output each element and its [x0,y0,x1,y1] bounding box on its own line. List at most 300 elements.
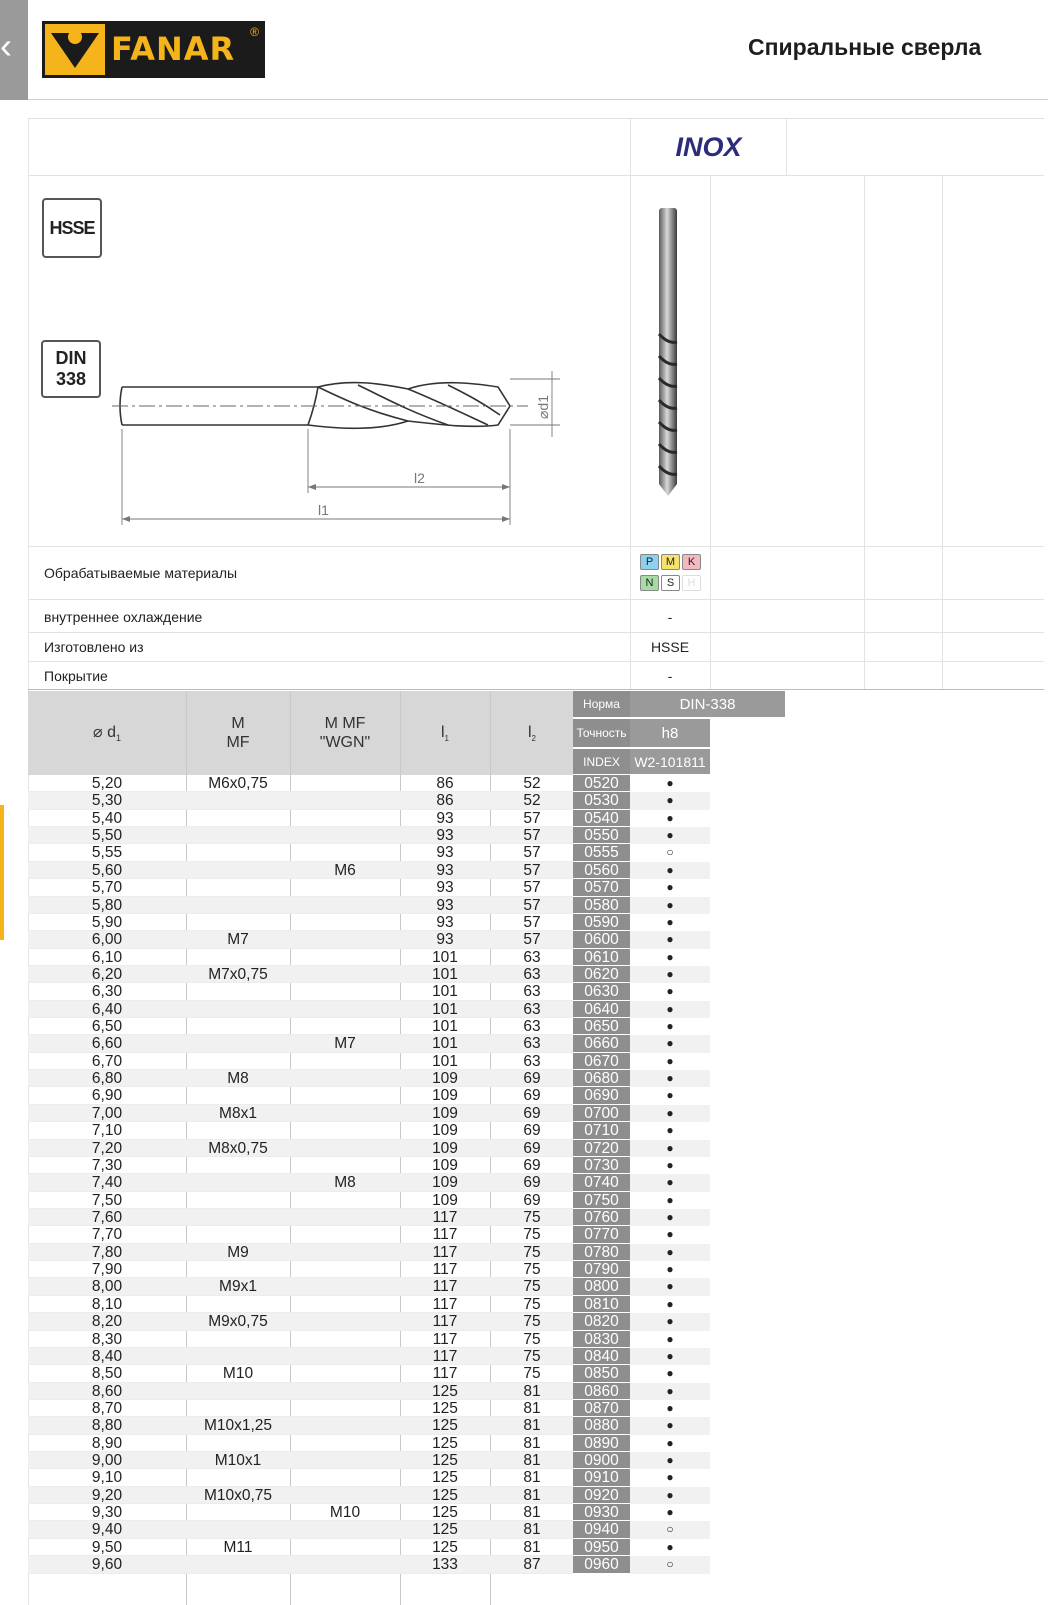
prop-value: HSSE [650,639,690,655]
cell-availability: ● [630,1452,710,1469]
cell-l1: 109 [432,1104,458,1122]
cell-index[interactable]: 0800 [573,1278,630,1295]
cell-l2: 75 [523,1347,541,1365]
cell-l2: 63 [523,948,541,966]
table-row [28,1521,710,1538]
cell-diameter: 7,40 [91,1174,123,1192]
col-header-m-line1: M [231,715,245,732]
cell-l1: 133 [432,1556,458,1574]
cell-diameter: 8,40 [91,1347,123,1365]
cell-l1: 93 [436,931,454,949]
cell-diameter: 7,20 [91,1139,123,1157]
cell-index[interactable]: 0950 [573,1539,630,1556]
cell-l1: 109 [432,1122,458,1140]
norm-value: DIN-338 [630,691,785,718]
table-row [28,1070,710,1087]
cell-diameter: 7,00 [91,1104,123,1122]
cell-l2: 75 [523,1330,541,1348]
cell-availability: ● [630,1278,710,1295]
col-header-d1 [28,723,186,748]
cell-index[interactable]: 0550 [573,827,630,844]
cell-index[interactable]: 0600 [573,931,630,948]
cell-l1: 109 [432,1070,458,1088]
cell-thread-wgn: M6 [334,861,356,879]
cell-l2: 57 [523,861,541,879]
cell-availability: ● [630,1348,710,1365]
index-value: W2-101811 [630,749,710,775]
cell-l2: 69 [523,1087,541,1105]
cell-availability: ● [630,983,710,1000]
prop-label: Обрабатываемые материалы [44,565,238,581]
cell-l1: 117 [432,1278,458,1296]
table-row [28,827,710,844]
table-row [28,1331,710,1348]
cell-thread-m: M7 [227,931,249,949]
cell-index[interactable]: 0740 [573,1174,630,1191]
cell-diameter: 6,80 [91,1070,123,1088]
cell-l2: 81 [523,1486,541,1504]
cell-index[interactable]: 0830 [573,1331,630,1348]
cell-l2: 81 [523,1521,541,1539]
cell-l2: 57 [523,913,541,931]
cell-diameter: 7,50 [91,1191,123,1209]
cell-l2: 69 [523,1122,541,1140]
cell-diameter: 6,50 [91,1018,123,1036]
cell-thread-m: M7x0,75 [208,965,268,983]
cell-l1: 125 [432,1486,458,1504]
prop-value: - [667,668,673,684]
cell-diameter: 7,70 [91,1226,123,1244]
cell-index[interactable]: 0555 [573,844,630,861]
cell-index[interactable]: 0760 [573,1209,630,1226]
cell-l2: 81 [523,1469,541,1487]
cell-diameter: 9,10 [91,1469,123,1487]
cell-l2: 81 [523,1434,541,1452]
table-row [28,931,710,948]
cell-index[interactable]: 0520 [573,775,630,792]
cell-l2: 63 [523,1000,541,1018]
cell-l2: 75 [523,1226,541,1244]
cell-availability: ● [630,914,710,931]
table-row [28,1400,710,1417]
cell-index[interactable]: 0570 [573,879,630,896]
cell-diameter: 6,90 [91,1087,123,1105]
cell-availability: ● [630,1209,710,1226]
cell-l1: 117 [432,1226,458,1244]
cell-availability: ● [630,1192,710,1209]
cell-index[interactable]: 0810 [573,1296,630,1313]
cell-index[interactable]: 0880 [573,1417,630,1434]
cell-thread-m: M9x1 [219,1278,257,1296]
brand-registered: ® [250,25,259,39]
cell-diameter: 9,40 [91,1521,123,1539]
cell-availability: ● [630,1469,710,1486]
cell-l1: 101 [432,965,458,983]
cell-thread-m: M11 [223,1538,253,1556]
cell-l2: 63 [523,983,541,1001]
cell-availability: ● [630,1244,710,1261]
product-card [28,118,1044,1605]
cell-l2: 69 [523,1191,541,1209]
cell-index[interactable]: 0700 [573,1105,630,1122]
material-badge: HSSE [42,198,102,258]
table-row [28,1452,710,1469]
table-row [28,1226,710,1243]
col-header-l1 [400,723,490,748]
cell-diameter: 5,40 [91,809,123,827]
cell-index[interactable]: 0590 [573,914,630,931]
cell-thread-m: M8x0,75 [208,1139,268,1157]
material-h-chip: H [682,575,701,591]
table-row [28,966,710,983]
cell-availability: ● [630,1365,710,1382]
cell-availability: ● [630,1087,710,1104]
cell-index[interactable]: 0840 [573,1348,630,1365]
material-p-chip: P [640,554,659,570]
cell-thread-m: M6x0,75 [208,775,268,792]
grid-line [28,689,1044,690]
cell-diameter: 7,30 [91,1156,123,1174]
table-row [28,897,710,914]
cell-index[interactable]: 0720 [573,1140,630,1157]
drill-photo [650,204,686,499]
cell-l1: 109 [432,1156,458,1174]
cell-l1: 125 [432,1504,458,1522]
table-row [28,1001,710,1018]
table-row [28,1296,710,1313]
cell-index[interactable]: 0690 [573,1087,630,1104]
cell-thread-m: M10x1,25 [203,1417,273,1435]
cell-l1: 93 [436,827,454,845]
cell-index[interactable]: 0610 [573,949,630,966]
cell-l2: 57 [523,879,541,897]
col-header-l2 [490,723,574,748]
cell-l1: 101 [432,1035,458,1053]
cell-availability: ● [630,897,710,914]
cell-index[interactable]: 0710 [573,1122,630,1139]
table-row [28,1313,710,1330]
cell-thread-m: M8 [227,1070,249,1088]
norm-badge-line2: 338 [55,369,87,389]
cell-diameter: 8,90 [91,1434,123,1452]
cell-availability: ● [630,1140,710,1157]
cell-index[interactable]: 0540 [573,810,630,827]
cell-l2: 63 [523,965,541,983]
material-n-chip: N [640,575,659,591]
cell-l2: 63 [523,1035,541,1053]
cell-l1: 117 [432,1243,458,1261]
grid-line [28,632,1044,633]
cell-l2: 75 [523,1261,541,1279]
index-label: INDEX [573,749,630,775]
cell-l2: 81 [523,1399,541,1417]
cell-availability: ● [630,879,710,896]
cell-l2: 75 [523,1208,541,1226]
cell-availability: ● [630,1504,710,1521]
col-header-wgn [290,714,400,752]
cell-thread-m: M10x1 [214,1452,262,1470]
table-row [28,1244,710,1261]
series-name: INOX [630,119,787,176]
cell-diameter: 9,00 [91,1452,123,1470]
back-nav-strip[interactable] [0,0,28,100]
cell-l1: 101 [432,1000,458,1018]
norm-label: Норма [573,691,630,718]
cell-index[interactable]: 0640 [573,1001,630,1018]
cell-l2: 87 [523,1556,541,1574]
table-row [28,983,710,1000]
brand-name: FANAR [111,30,236,68]
material-k-chip: K [682,554,701,570]
cell-l2: 57 [523,809,541,827]
cell-l2: 75 [523,1243,541,1261]
cell-l2: 75 [523,1295,541,1313]
cell-index[interactable]: 0910 [573,1469,630,1486]
cell-index[interactable]: 0660 [573,1035,630,1052]
cell-availability: ● [630,1261,710,1278]
cell-availability: ○ [630,1521,710,1538]
material-m-chip: M [661,554,680,570]
cell-l1: 125 [432,1417,458,1435]
cell-index[interactable]: 0780 [573,1244,630,1261]
table-row [28,792,710,809]
grid-line [28,661,1044,662]
cell-l2: 81 [523,1538,541,1556]
cell-index[interactable]: 0560 [573,862,630,879]
cell-l1: 101 [432,1018,458,1036]
cell-availability: ● [630,862,710,879]
cell-l2: 57 [523,827,541,845]
table-row [28,862,710,879]
cell-diameter: 8,00 [91,1278,123,1296]
cell-l2: 81 [523,1452,541,1470]
cell-availability: ● [630,1174,710,1191]
cell-diameter: 8,30 [91,1330,123,1348]
cell-l2: 81 [523,1417,541,1435]
cell-diameter: 8,70 [91,1399,123,1417]
cell-l2: 63 [523,1018,541,1036]
cell-index[interactable]: 0620 [573,966,630,983]
tolerance-label: Точность [573,719,630,748]
cell-l2: 69 [523,1104,541,1122]
cell-diameter: 9,60 [91,1556,123,1574]
cell-index[interactable]: 0670 [573,1053,630,1070]
cell-l1: 125 [432,1538,458,1556]
cell-availability: ● [630,1487,710,1504]
cell-index[interactable]: 0870 [573,1400,630,1417]
cell-availability: ● [630,1313,710,1330]
cell-availability: ● [630,1070,710,1087]
table-row [28,1417,710,1434]
cell-index[interactable]: 0820 [573,1313,630,1330]
cell-l2: 75 [523,1313,541,1331]
table-row [28,1174,710,1191]
chevron-left-icon[interactable]: ‹ [0,25,12,66]
table-row [28,1539,710,1556]
cell-l1: 125 [432,1521,458,1539]
d1-label: ⌀d1 [535,394,551,419]
brand-logo [42,21,265,78]
col-header-l2-text: l [527,724,532,741]
table-row [28,810,710,827]
cell-index[interactable]: 0790 [573,1261,630,1278]
cell-availability: ● [630,1035,710,1052]
l2-label: l2 [414,470,425,486]
cell-l1: 109 [432,1191,458,1209]
cell-diameter: 5,90 [91,913,123,931]
cell-l1: 86 [436,792,454,810]
cell-l2: 81 [523,1382,541,1400]
grid-line [942,175,943,689]
cell-l1: 117 [432,1330,458,1348]
cell-availability: ● [630,1296,710,1313]
cell-l1: 93 [436,861,454,879]
cell-availability: ● [630,1400,710,1417]
cell-l1: 93 [436,913,454,931]
cell-availability: ● [630,1417,710,1434]
table-row [28,1105,710,1122]
cell-index[interactable]: 0850 [573,1365,630,1382]
grid-line [710,175,711,689]
cell-index[interactable]: 0890 [573,1435,630,1452]
cell-index[interactable]: 0930 [573,1504,630,1521]
cell-availability: ● [630,1383,710,1400]
col-header-m [186,714,290,752]
cell-index[interactable]: 0530 [573,792,630,809]
table-row [28,1192,710,1209]
table-row [28,1348,710,1365]
table-row [28,1140,710,1157]
table-row [28,844,710,861]
logo-name-box [105,24,262,75]
cell-availability: ● [630,1053,710,1070]
scroll-accent [0,805,4,940]
cell-l1: 101 [432,983,458,1001]
cell-diameter: 6,70 [91,1052,123,1070]
table-row [28,1435,710,1452]
col-header-d1-text: ⌀ d [93,724,116,741]
col-header-m-line2: MF [226,734,250,751]
cell-index[interactable]: 0650 [573,1018,630,1035]
cell-thread-m: M9x0,75 [208,1313,268,1331]
cell-thread-wgn: M8 [334,1174,356,1192]
table-row [28,1469,710,1486]
table-row [28,1261,710,1278]
cell-l1: 93 [436,844,454,862]
cell-availability: ● [630,1105,710,1122]
cell-diameter: 6,60 [91,1035,123,1053]
cell-availability: ● [630,1122,710,1139]
cell-index[interactable]: 0960 [573,1556,630,1573]
cell-diameter: 5,60 [91,861,123,879]
cell-thread-m: M10 [222,1365,254,1383]
cell-index[interactable]: 0750 [573,1192,630,1209]
table-row [28,914,710,931]
cell-l1: 109 [432,1174,458,1192]
cell-l2: 69 [523,1070,541,1088]
logo-v-mark [45,24,105,75]
cell-availability: ● [630,1226,710,1243]
prop-value: - [667,609,673,625]
cell-index[interactable]: 0860 [573,1383,630,1400]
norm-badge [41,340,101,398]
prop-label: внутреннее охлаждение [44,609,203,625]
cell-index[interactable]: 0770 [573,1226,630,1243]
cell-l2: 69 [523,1156,541,1174]
page-title: Спиральные сверла [748,34,982,60]
table-row [28,949,710,966]
table-row [28,879,710,896]
cell-index[interactable]: 0920 [573,1487,630,1504]
cell-l1: 93 [436,879,454,897]
table-row [28,1087,710,1104]
col-header-l1-sub: 1 [444,734,449,744]
table-row [28,1365,710,1382]
cell-l1: 117 [432,1208,458,1226]
col-header-l1-text: l [440,724,445,741]
cell-diameter: 7,60 [91,1208,123,1226]
cell-l1: 109 [432,1139,458,1157]
material-s-chip: S [661,575,680,591]
cell-availability: ○ [630,1556,710,1573]
cell-index[interactable]: 0900 [573,1452,630,1469]
cell-availability: ● [630,827,710,844]
l1-label: l1 [318,502,329,518]
cell-diameter: 5,30 [91,792,123,810]
cell-diameter: 7,80 [91,1243,123,1261]
cell-l1: 125 [432,1434,458,1452]
page-header [28,0,1048,100]
cell-diameter: 6,00 [91,931,123,949]
cell-availability: ● [630,949,710,966]
cell-diameter: 8,80 [91,1417,123,1435]
table-row [28,1504,710,1521]
col-header-d1-sub: 1 [115,733,121,744]
col-header-wgn-line2: "WGN" [319,734,371,751]
norm-badge-line1: DIN [55,348,87,368]
cell-l1: 101 [432,948,458,966]
cell-diameter: 5,55 [91,844,123,862]
cell-diameter: 7,10 [91,1122,123,1140]
cell-index[interactable]: 0680 [573,1070,630,1087]
cell-thread-m: M10x0,75 [203,1486,273,1504]
cell-availability: ● [630,1331,710,1348]
cell-index[interactable]: 0940 [573,1521,630,1538]
cell-l2: 57 [523,896,541,914]
cell-index[interactable]: 0730 [573,1157,630,1174]
cell-l1: 125 [432,1452,458,1470]
cell-diameter: 5,80 [91,896,123,914]
cell-index[interactable]: 0580 [573,897,630,914]
cell-l1: 109 [432,1087,458,1105]
cell-diameter: 5,50 [91,827,123,845]
cell-l2: 63 [523,1052,541,1070]
cell-l1: 117 [432,1261,458,1279]
cell-l1: 125 [432,1382,458,1400]
cell-thread-wgn: M10 [329,1504,361,1522]
prop-label: Покрытие [44,668,108,684]
cell-diameter: 8,50 [91,1365,123,1383]
cell-availability: ● [630,1435,710,1452]
cell-l1: 101 [432,1052,458,1070]
col-header-wgn-line1: M MF [324,715,366,732]
cell-l1: 117 [432,1365,458,1383]
tolerance-value: h8 [630,719,710,748]
cell-index[interactable]: 0630 [573,983,630,1000]
cell-l2: 75 [523,1278,541,1296]
cell-availability: ● [630,1539,710,1556]
cell-l1: 93 [436,809,454,827]
